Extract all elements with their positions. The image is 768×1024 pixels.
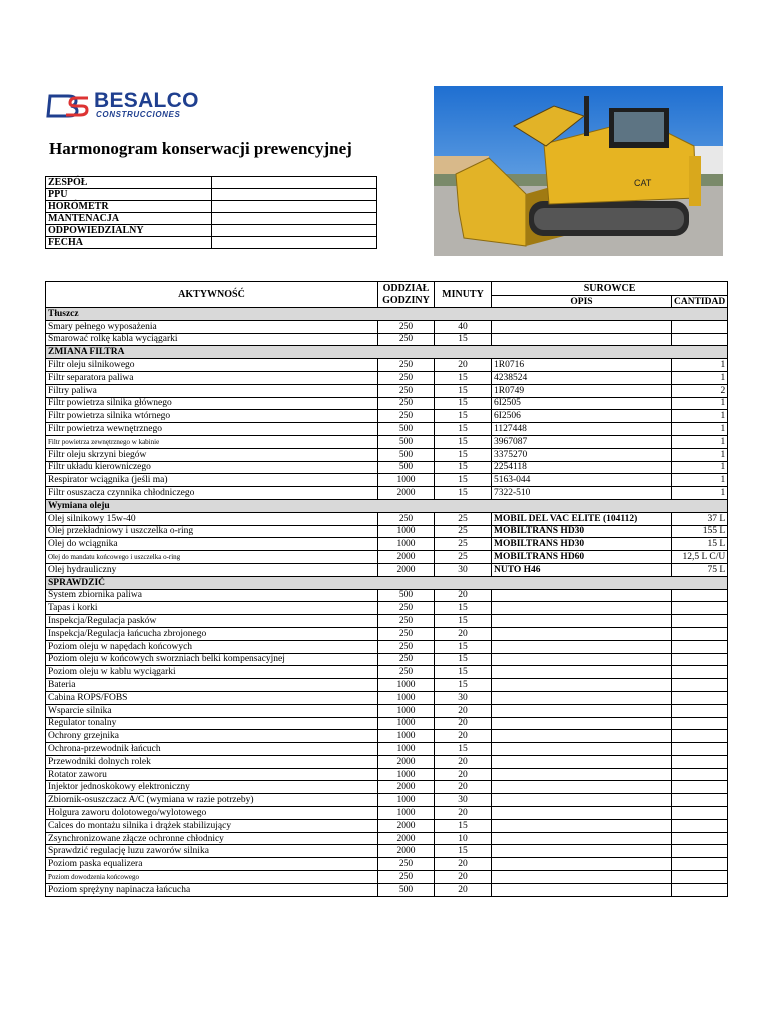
minutes-cell: 20	[435, 717, 492, 730]
activity-cell: Bateria	[46, 679, 378, 692]
minutes-cell: 15	[435, 653, 492, 666]
activity-cell: Poziom oleju w napędach końcowych	[46, 640, 378, 653]
minutes-cell: 15	[435, 410, 492, 423]
interval-cell: 250	[378, 397, 435, 410]
table-row	[46, 807, 728, 820]
minutes-cell: 25	[435, 551, 492, 564]
quantity-cell: 15 L	[672, 538, 728, 551]
interval-cell: 250	[378, 627, 435, 640]
quantity-cell	[672, 679, 728, 692]
document-title: Harmonogram konserwacji prewencyjnej	[49, 139, 352, 158]
col-minutes-header: MINUTY	[435, 282, 492, 308]
description-cell	[492, 755, 672, 768]
description-cell	[492, 807, 672, 820]
description-cell: 3967087	[492, 435, 672, 448]
activity-cell: Sprawdzić regulację luzu zaworów silnika	[46, 845, 378, 858]
table-row	[46, 474, 728, 487]
description-cell: MOBILTRANS HD30	[492, 525, 672, 538]
info-row	[46, 201, 377, 213]
info-row	[46, 177, 377, 189]
info-label: PPU	[46, 189, 212, 201]
bulldozer-photo	[434, 86, 723, 256]
description-cell	[492, 589, 672, 602]
activity-cell: Olej hydrauliczny	[46, 563, 378, 576]
activity-cell: Calces do montażu silnika i drążek stabilizujący	[46, 819, 378, 832]
description-cell: MOBILTRANS HD30	[492, 538, 672, 551]
activity-cell: Zbiornik-osuszczacz A/C (wymiana w razie potrzeby)	[46, 794, 378, 807]
interval-cell: 1000	[378, 743, 435, 756]
interval-cell: 500	[378, 461, 435, 474]
activity-cell: Filtr powietrza silnika wtórnego	[46, 410, 378, 423]
minutes-cell: 20	[435, 730, 492, 743]
quantity-cell: 1	[672, 423, 728, 436]
quantity-cell	[672, 640, 728, 653]
minutes-cell: 15	[435, 397, 492, 410]
table-row	[46, 410, 728, 423]
info-row	[46, 189, 377, 201]
maintenance-schedule-table	[45, 281, 728, 897]
minutes-cell: 20	[435, 807, 492, 820]
table-row	[46, 858, 728, 871]
table-row	[46, 448, 728, 461]
minutes-cell: 20	[435, 858, 492, 871]
activity-cell: Rotator zaworu	[46, 768, 378, 781]
interval-cell: 1000	[378, 679, 435, 692]
interval-cell: 1000	[378, 768, 435, 781]
table-row	[46, 679, 728, 692]
table-row	[46, 883, 728, 896]
quantity-cell	[672, 871, 728, 884]
info-row	[46, 213, 377, 225]
interval-cell: 1000	[378, 525, 435, 538]
table-row	[46, 551, 728, 564]
table-row	[46, 320, 728, 333]
activity-cell: Respirator wciągnika (jeśli ma)	[46, 474, 378, 487]
description-cell	[492, 717, 672, 730]
section-row	[46, 499, 728, 512]
description-cell: 2254118	[492, 461, 672, 474]
minutes-cell: 15	[435, 461, 492, 474]
minutes-cell: 25	[435, 538, 492, 551]
description-cell	[492, 832, 672, 845]
description-cell	[492, 794, 672, 807]
activity-cell: Inspekcja/Regulacja pasków	[46, 615, 378, 628]
quantity-cell: 1	[672, 435, 728, 448]
interval-cell: 250	[378, 871, 435, 884]
table-row	[46, 602, 728, 615]
description-cell: 6I2506	[492, 410, 672, 423]
activity-cell: Holgura zaworu dolotowego/wylotowego	[46, 807, 378, 820]
info-value	[212, 213, 377, 225]
minutes-cell: 20	[435, 871, 492, 884]
quantity-cell	[672, 755, 728, 768]
interval-cell: 1000	[378, 794, 435, 807]
activity-cell: Filtry paliwa	[46, 384, 378, 397]
minutes-cell: 10	[435, 832, 492, 845]
info-value	[212, 237, 377, 249]
interval-cell: 2000	[378, 487, 435, 500]
table-row	[46, 538, 728, 551]
activity-cell: Poziom oleju w końcowych sworzniach belki kompensacyjnej	[46, 653, 378, 666]
quantity-cell: 75 L	[672, 563, 728, 576]
description-cell	[492, 871, 672, 884]
minutes-cell: 15	[435, 743, 492, 756]
quantity-cell	[672, 768, 728, 781]
minutes-cell: 20	[435, 589, 492, 602]
info-value	[212, 225, 377, 237]
activity-cell: Tapas i korki	[46, 602, 378, 615]
section-title: ZMIANA FILTRA	[46, 346, 728, 359]
description-cell	[492, 743, 672, 756]
description-cell	[492, 679, 672, 692]
description-cell	[492, 730, 672, 743]
interval-cell: 250	[378, 384, 435, 397]
table-row	[46, 819, 728, 832]
table-row	[46, 615, 728, 628]
activity-cell: Poziom dowodzenia końcowego	[46, 871, 378, 884]
minutes-cell: 20	[435, 883, 492, 896]
interval-cell: 500	[378, 423, 435, 436]
svg-text:CAT: CAT	[634, 178, 652, 188]
section-title: Wymiana oleju	[46, 499, 728, 512]
equipment-info-table	[45, 176, 377, 249]
minutes-cell: 15	[435, 845, 492, 858]
table-row	[46, 512, 728, 525]
table-row	[46, 627, 728, 640]
activity-cell: Zsynchronizowane złącze ochronne chłodnicy	[46, 832, 378, 845]
minutes-cell: 20	[435, 704, 492, 717]
section-row	[46, 576, 728, 589]
table-row	[46, 333, 728, 346]
description-cell: 1127448	[492, 423, 672, 436]
quantity-cell: 1	[672, 461, 728, 474]
interval-cell: 500	[378, 435, 435, 448]
logo-name: BESALCO	[94, 89, 199, 112]
minutes-cell: 20	[435, 359, 492, 372]
info-value	[212, 177, 377, 189]
table-row	[46, 371, 728, 384]
quantity-cell	[672, 320, 728, 333]
description-cell: 5163-044	[492, 474, 672, 487]
quantity-cell	[672, 627, 728, 640]
quantity-cell	[672, 819, 728, 832]
minutes-cell: 15	[435, 819, 492, 832]
info-row	[46, 225, 377, 237]
interval-cell: 1000	[378, 691, 435, 704]
col-activity-header: AKTYWNOŚĆ	[46, 282, 378, 308]
quantity-cell: 1	[672, 397, 728, 410]
quantity-cell: 1	[672, 487, 728, 500]
quantity-cell: 155 L	[672, 525, 728, 538]
company-logo	[40, 88, 212, 124]
table-row	[46, 871, 728, 884]
description-cell: 4238524	[492, 371, 672, 384]
description-cell	[492, 819, 672, 832]
activity-cell: System zbiornika paliwa	[46, 589, 378, 602]
activity-cell: Poziom oleju w kablu wyciągarki	[46, 666, 378, 679]
info-label: ZESPÓŁ	[46, 177, 212, 189]
description-cell	[492, 602, 672, 615]
quantity-cell	[672, 807, 728, 820]
description-cell: MOBIL DEL VAC ELITE (104112)	[492, 512, 672, 525]
activity-cell: Filtr powietrza wewnętrznego	[46, 423, 378, 436]
minutes-cell: 30	[435, 794, 492, 807]
quantity-cell: 37 L	[672, 512, 728, 525]
description-cell	[492, 653, 672, 666]
quantity-cell	[672, 717, 728, 730]
description-cell: 3375270	[492, 448, 672, 461]
col-interval-header: ODDZIAŁ GODZINY	[378, 282, 435, 308]
minutes-cell: 15	[435, 333, 492, 346]
description-cell: MOBILTRANS HD60	[492, 551, 672, 564]
description-cell	[492, 333, 672, 346]
activity-cell: Filtr osuszacza czynnika chłodniczego	[46, 487, 378, 500]
table-row	[46, 717, 728, 730]
table-row	[46, 704, 728, 717]
minutes-cell: 15	[435, 384, 492, 397]
info-label: FECHA	[46, 237, 212, 249]
interval-cell: 2000	[378, 832, 435, 845]
table-row	[46, 730, 728, 743]
minutes-cell: 15	[435, 666, 492, 679]
minutes-cell: 15	[435, 640, 492, 653]
activity-cell: Poziom paska equalizera	[46, 858, 378, 871]
activity-cell: Olej silnikowy 15w-40	[46, 512, 378, 525]
interval-cell: 2000	[378, 755, 435, 768]
table-row	[46, 743, 728, 756]
table-row	[46, 589, 728, 602]
minutes-cell: 20	[435, 755, 492, 768]
minutes-cell: 25	[435, 525, 492, 538]
activity-cell: Poziom sprężyny napinacza łańcucha	[46, 883, 378, 896]
interval-cell: 250	[378, 640, 435, 653]
quantity-cell	[672, 704, 728, 717]
quantity-cell	[672, 589, 728, 602]
activity-cell: Filtr powietrza zewnętrznego w kabinie	[46, 435, 378, 448]
interval-cell: 1000	[378, 704, 435, 717]
quantity-cell: 1	[672, 448, 728, 461]
description-cell: 7322-510	[492, 487, 672, 500]
quantity-cell	[672, 691, 728, 704]
table-row	[46, 768, 728, 781]
description-cell	[492, 691, 672, 704]
interval-cell: 250	[378, 653, 435, 666]
minutes-cell: 30	[435, 691, 492, 704]
activity-cell: Cabina ROPS/FOBS	[46, 691, 378, 704]
table-row	[46, 640, 728, 653]
quantity-cell	[672, 832, 728, 845]
interval-cell: 250	[378, 858, 435, 871]
interval-cell: 250	[378, 320, 435, 333]
info-label: ODPOWIEDZIALNY	[46, 225, 212, 237]
quantity-cell	[672, 333, 728, 346]
col-materials-header: SUROWCE	[492, 282, 728, 296]
quantity-cell	[672, 794, 728, 807]
minutes-cell: 15	[435, 474, 492, 487]
section-row	[46, 308, 728, 321]
quantity-cell: 1	[672, 474, 728, 487]
activity-cell: Inspekcja/Regulacja łańcucha zbrojonego	[46, 627, 378, 640]
activity-cell: Filtr powietrza silnika głównego	[46, 397, 378, 410]
info-value	[212, 189, 377, 201]
interval-cell: 250	[378, 602, 435, 615]
interval-cell: 250	[378, 615, 435, 628]
section-row	[46, 346, 728, 359]
description-cell	[492, 627, 672, 640]
table-row	[46, 435, 728, 448]
description-cell	[492, 666, 672, 679]
info-label: MANTENACJA	[46, 213, 212, 225]
description-cell	[492, 640, 672, 653]
activity-cell: Filtr oleju skrzyni biegów	[46, 448, 378, 461]
interval-cell: 250	[378, 359, 435, 372]
bulldozer-image-icon	[434, 86, 723, 256]
activity-cell: Regulator tonalny	[46, 717, 378, 730]
quantity-cell	[672, 781, 728, 794]
interval-cell: 250	[378, 410, 435, 423]
table-row	[46, 666, 728, 679]
interval-cell: 250	[378, 333, 435, 346]
col-desc-header: OPIS	[492, 296, 672, 308]
minutes-cell: 25	[435, 512, 492, 525]
description-cell	[492, 845, 672, 858]
col-qty-header: CANTIDAD	[672, 296, 728, 308]
minutes-cell: 15	[435, 679, 492, 692]
table-row	[46, 563, 728, 576]
quantity-cell	[672, 602, 728, 615]
quantity-cell	[672, 653, 728, 666]
description-cell: NUTO H46	[492, 563, 672, 576]
quantity-cell: 2	[672, 384, 728, 397]
minutes-cell: 15	[435, 435, 492, 448]
interval-cell: 1000	[378, 717, 435, 730]
quantity-cell	[672, 883, 728, 896]
minutes-cell: 20	[435, 768, 492, 781]
table-row	[46, 359, 728, 372]
minutes-cell: 30	[435, 563, 492, 576]
activity-cell: Ochrony grzejnika	[46, 730, 378, 743]
description-cell	[492, 883, 672, 896]
quantity-cell	[672, 743, 728, 756]
besalco-logo-icon	[46, 94, 90, 118]
activity-cell: Smary pełnego wyposażenia	[46, 320, 378, 333]
minutes-cell: 15	[435, 448, 492, 461]
table-row	[46, 461, 728, 474]
quantity-cell	[672, 615, 728, 628]
description-cell: 1R0749	[492, 384, 672, 397]
description-cell	[492, 781, 672, 794]
activity-cell: Smarować rolkę kabla wyciągarki	[46, 333, 378, 346]
quantity-cell: 1	[672, 371, 728, 384]
minutes-cell: 20	[435, 781, 492, 794]
table-row	[46, 397, 728, 410]
interval-cell: 500	[378, 883, 435, 896]
quantity-cell	[672, 730, 728, 743]
table-row	[46, 691, 728, 704]
activity-cell: Olej przekładniowy i uszczelka o-ring	[46, 525, 378, 538]
description-cell: 6I2505	[492, 397, 672, 410]
section-title: SPRAWDZIĆ	[46, 576, 728, 589]
interval-cell: 1000	[378, 538, 435, 551]
quantity-cell: 1	[672, 359, 728, 372]
interval-cell: 500	[378, 448, 435, 461]
description-cell: 1R0716	[492, 359, 672, 372]
table-row	[46, 487, 728, 500]
minutes-cell: 40	[435, 320, 492, 333]
interval-cell: 2000	[378, 781, 435, 794]
interval-cell: 2000	[378, 845, 435, 858]
table-row	[46, 384, 728, 397]
minutes-cell: 15	[435, 487, 492, 500]
activity-cell: Ochrona-przewodnik łańcuch	[46, 743, 378, 756]
quantity-cell: 1	[672, 410, 728, 423]
quantity-cell	[672, 845, 728, 858]
table-row	[46, 653, 728, 666]
activity-cell: Injektor jednoskokowy elektroniczny	[46, 781, 378, 794]
activity-cell: Filtr oleju silnikowego	[46, 359, 378, 372]
minutes-cell: 15	[435, 615, 492, 628]
table-row	[46, 832, 728, 845]
quantity-cell	[672, 666, 728, 679]
activity-cell: Wsparcie silnika	[46, 704, 378, 717]
minutes-cell: 15	[435, 371, 492, 384]
activity-cell: Olej do wciągnika	[46, 538, 378, 551]
interval-cell: 250	[378, 512, 435, 525]
info-row	[46, 237, 377, 249]
interval-cell: 250	[378, 371, 435, 384]
interval-cell: 500	[378, 589, 435, 602]
interval-cell: 1000	[378, 730, 435, 743]
interval-cell: 2000	[378, 551, 435, 564]
logo-subtitle: CONSTRUCCIONES	[96, 110, 181, 119]
description-cell	[492, 768, 672, 781]
table-row	[46, 525, 728, 538]
description-cell	[492, 704, 672, 717]
interval-cell: 250	[378, 666, 435, 679]
activity-cell: Filtr separatora paliwa	[46, 371, 378, 384]
interval-cell: 1000	[378, 807, 435, 820]
activity-cell: Olej do mandatu końcowego i uszczelka o-ring	[46, 551, 378, 564]
section-title: Tłuszcz	[46, 308, 728, 321]
interval-cell: 2000	[378, 563, 435, 576]
info-label: HORÓMETR	[46, 201, 212, 213]
minutes-cell: 15	[435, 602, 492, 615]
description-cell	[492, 615, 672, 628]
interval-cell: 1000	[378, 474, 435, 487]
table-row	[46, 423, 728, 436]
description-cell	[492, 320, 672, 333]
info-value	[212, 201, 377, 213]
quantity-cell	[672, 858, 728, 871]
table-row	[46, 794, 728, 807]
table-row	[46, 755, 728, 768]
table-row	[46, 845, 728, 858]
interval-cell: 2000	[378, 819, 435, 832]
activity-cell: Filtr układu kierowniczego	[46, 461, 378, 474]
quantity-cell: 12,5 L C/U	[672, 551, 728, 564]
minutes-cell: 20	[435, 627, 492, 640]
activity-cell: Przewodniki dolnych rolek	[46, 755, 378, 768]
minutes-cell: 15	[435, 423, 492, 436]
table-row	[46, 781, 728, 794]
description-cell	[492, 858, 672, 871]
